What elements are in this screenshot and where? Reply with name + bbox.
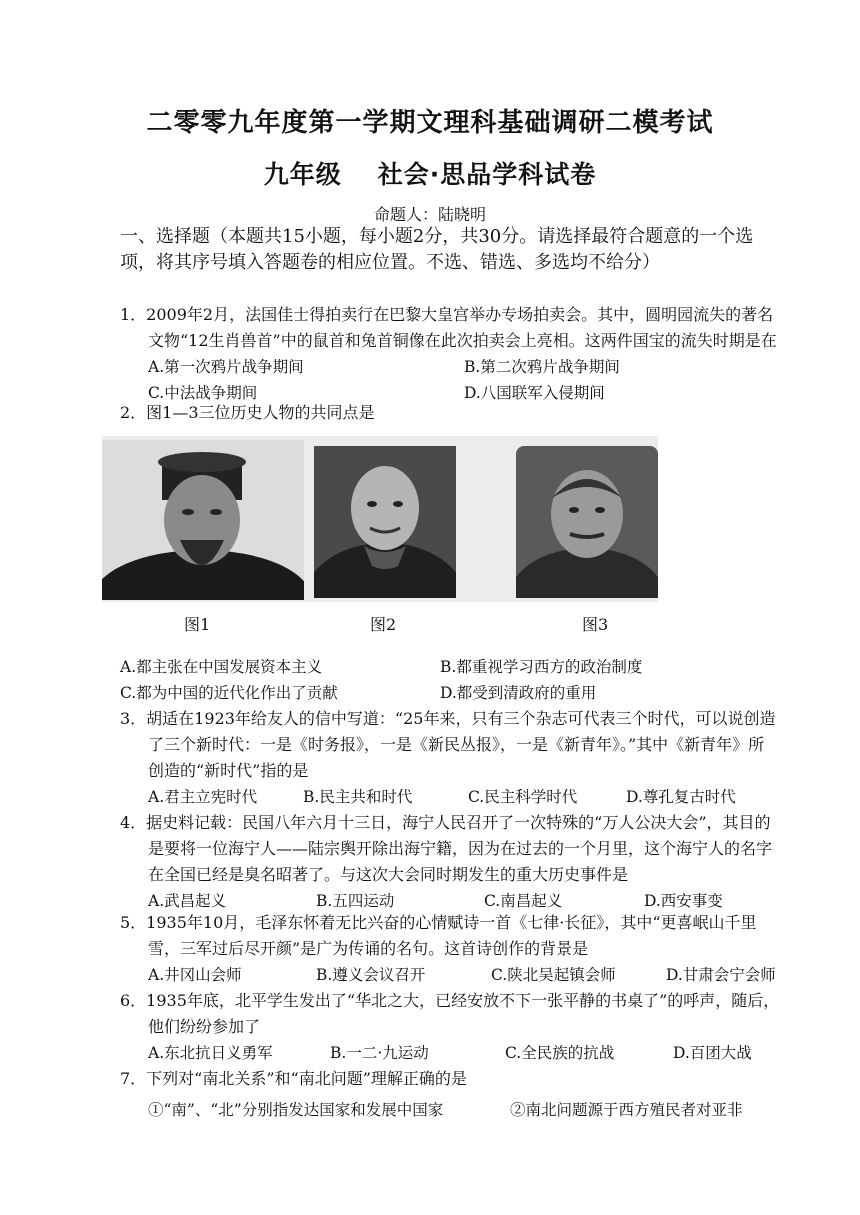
question-stem: 5．1935年10月，毛泽东怀着无比兴奋的心情赋诗一首《七律·长征》，其中“更喜岷山千里雪，三军过后尽开颜”是广为传诵的名句。这首诗创作的背景是 <box>120 913 757 958</box>
author-line: 命题人：陆晓明 <box>373 205 486 224</box>
option-a: A.东北抗日义勇军 <box>148 1044 273 1062</box>
qing-official-portrait <box>102 440 304 600</box>
option-b: B.五四运动 <box>316 892 395 910</box>
question-2 <box>120 400 780 426</box>
exam-subtitle <box>0 155 860 191</box>
bald-man-portrait <box>314 446 456 598</box>
question-2-options <box>120 654 780 706</box>
grade-label: 九年级 <box>263 160 342 189</box>
option-a: A.第一次鸦片战争期间 <box>148 358 304 376</box>
subject-label: 社会·思品学科试卷 <box>377 160 597 189</box>
question-stem: 6．1935年底，北平学生发出了“华北之大，已经安放不下一张平静的书桌了”的呼声，随后，他们纷纷参加了 <box>120 991 780 1036</box>
question-7-statements <box>148 1098 788 1120</box>
sun-yat-sen-portrait <box>516 446 658 598</box>
option-c: C.陕北吴起镇会师 <box>491 966 616 984</box>
option-d: D.百团大战 <box>673 1044 752 1062</box>
option-b: B.一二·九运动 <box>330 1044 429 1062</box>
question-4 <box>120 810 780 914</box>
option-d: D.甘肃会宁会师 <box>666 966 776 984</box>
option-b: B.遵义会议召开 <box>316 966 426 984</box>
option-c: C.民主科学时代 <box>468 788 578 806</box>
option-a: A.君主立宪时代 <box>148 788 258 806</box>
question-6 <box>120 988 780 1066</box>
question-5 <box>120 910 780 988</box>
options-row <box>120 354 780 380</box>
figure-caption: 图2 <box>370 615 397 634</box>
question-3 <box>120 706 780 810</box>
options-row <box>120 962 780 988</box>
question-7 <box>120 1066 780 1092</box>
option-d: D.八国联军入侵期间 <box>464 384 605 402</box>
section-heading: 一、选择题（本题共15小题，每小题2分，共30分。请选择最符合题意的一个选项，将其序号填入答题卷的相应位置。不选、错选、多选均不给分） <box>120 226 754 273</box>
figure-caption: 图3 <box>582 615 609 634</box>
figure-caption: 图1 <box>184 615 211 634</box>
options-row <box>120 680 780 706</box>
option-d: D.都受到清政府的重用 <box>440 684 597 702</box>
options-row <box>120 784 780 810</box>
question-stem: 4．据史料记载：民国八年六月十三日，海宁人民召开了一次特殊的“万人公决大会”，其目的是要将一位海宁人——陆宗舆开除出海宁籍，因为在过去的一个月里，这个海宁人的名字在全国已经是臭名昭著了。与这次大会同时期发生的重大历史事件是 <box>120 813 773 884</box>
statement-2: ②南北问题源于西方殖民者对亚非 <box>510 1101 743 1119</box>
option-a: A.井冈山会师 <box>148 966 242 984</box>
statement-1: ①“南”、“北”分别指发达国家和发展中国家 <box>148 1101 444 1119</box>
option-c: C.都为中国的近代化作出了贡献 <box>120 684 338 702</box>
question-stem: 3．胡适在1923年给友人的信中写道：“25年来，只有三个杂志可代表三个时代，可以说创造了三个新时代：一是《时务报》，一是《新民丛报》，一是《新青年》。”其中《新青年》所创造的“新时代”指的是 <box>120 709 776 780</box>
question-stem: 1．2009年2月，法国佳士得拍卖行在巴黎大皇宫举办专场拍卖会。其中，圆明园流失的著名文物“12生肖兽首”中的鼠首和兔首铜像在此次拍卖会上亮相。这两件国宝的流失时期是在 <box>120 305 777 350</box>
option-a: A.都主张在中国发展资本主义 <box>120 658 323 676</box>
option-d: D.西安事变 <box>644 892 723 910</box>
option-c: C.中法战争期间 <box>148 384 258 402</box>
question-1 <box>120 302 780 406</box>
options-row <box>120 654 780 680</box>
option-b: B.都重视学习西方的政治制度 <box>440 658 643 676</box>
options-row <box>120 1040 780 1066</box>
option-b: B.民主共和时代 <box>303 788 413 806</box>
figure-strip <box>102 436 658 602</box>
option-c: C.南昌起义 <box>484 892 563 910</box>
option-a: A.武昌起义 <box>148 892 227 910</box>
question-stem: 7．下列对“南北关系”和“南北问题”理解正确的是 <box>120 1069 467 1088</box>
option-c: C.全民族的抗战 <box>505 1044 615 1062</box>
exam-title: 二零零九年度第一学期文理科基础调研二模考试 <box>146 108 714 138</box>
question-stem: 2．图1—3三位历史人物的共同点是 <box>120 403 375 422</box>
option-b: B.第二次鸦片战争期间 <box>464 358 620 376</box>
option-d: D.尊孔复古时代 <box>626 788 736 806</box>
